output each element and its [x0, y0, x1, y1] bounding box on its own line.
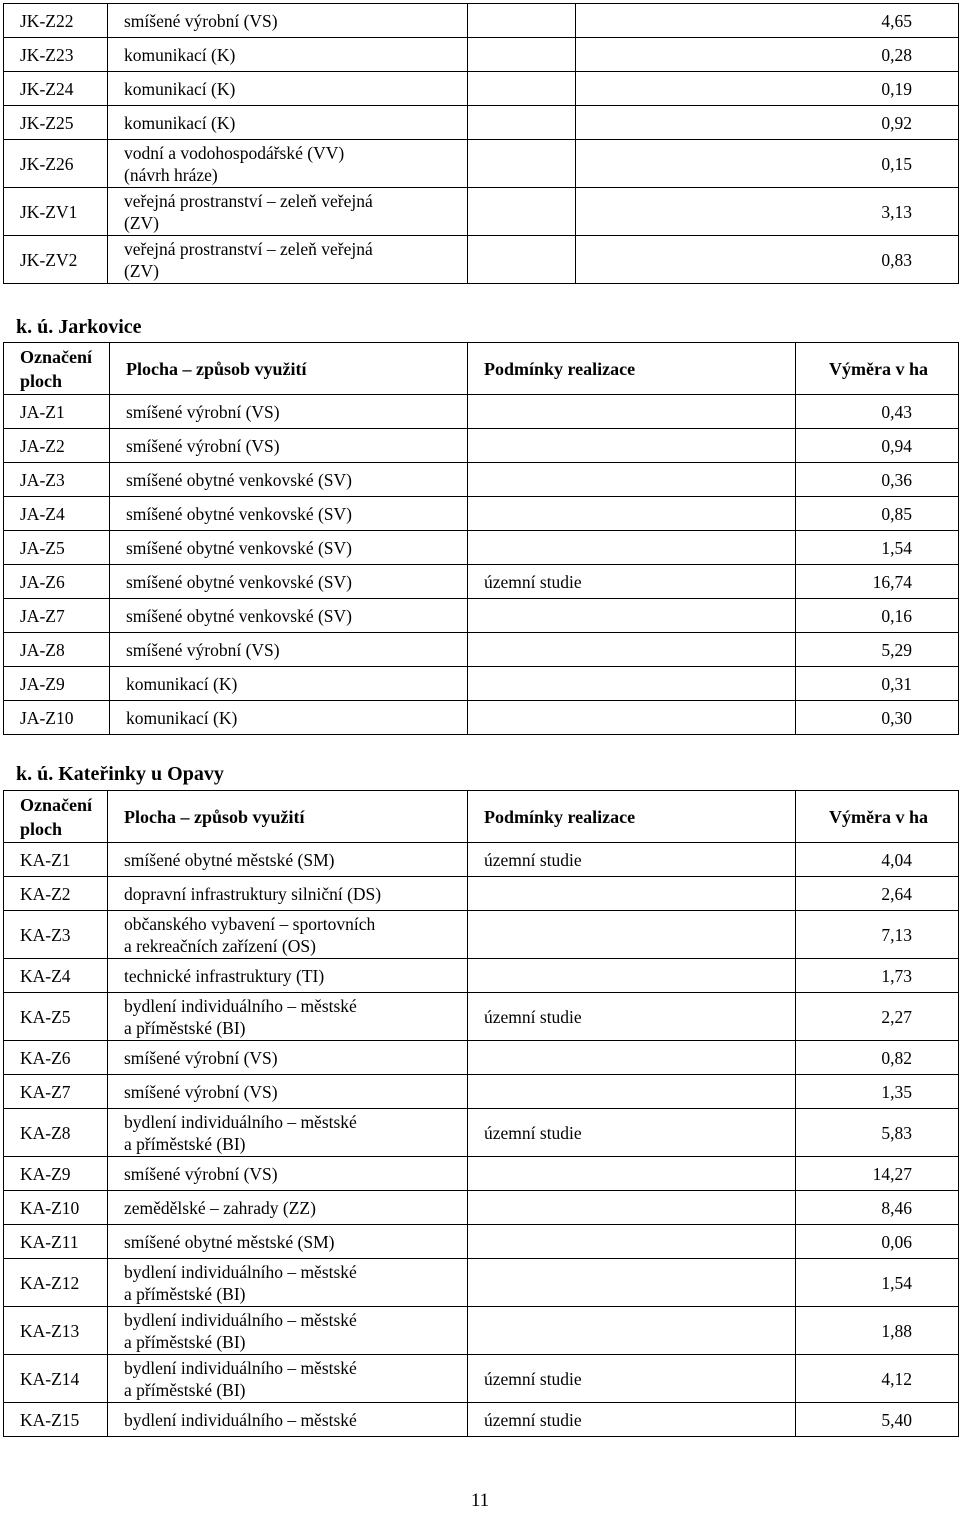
land-use-line: dopravní infrastruktury silniční (DS)	[124, 883, 382, 904]
plot-id: KA-Z10	[4, 1191, 108, 1225]
land-use-line: a příměstské (BI)	[124, 1331, 246, 1352]
land-use-line: bydlení individuálního – městské	[124, 1357, 357, 1378]
land-use-line: bydlení individuálního – městské	[124, 1111, 357, 1132]
conditions	[468, 72, 576, 106]
conditions	[468, 106, 576, 140]
header-designation: Označení ploch	[4, 791, 108, 843]
area-ha: 1,54	[796, 1259, 959, 1307]
land-use-line: technické infrastruktury (TI)	[124, 965, 325, 986]
table-top	[3, 3, 959, 284]
plot-id: JA-Z6	[4, 565, 110, 599]
conditions	[468, 633, 796, 667]
area-ha: 14,27	[796, 1157, 959, 1191]
header-land-use: Plocha – způsob využití	[108, 791, 468, 843]
land-use-line: smíšené výrobní (VS)	[124, 10, 278, 31]
conditions	[468, 429, 796, 463]
conditions	[468, 701, 796, 735]
plot-id: JK-Z26	[4, 140, 108, 188]
plot-id: KA-Z14	[4, 1355, 108, 1403]
conditions	[468, 911, 796, 959]
plot-id: JA-Z1	[4, 395, 110, 429]
area-ha: 5,83	[796, 1109, 959, 1157]
land-use	[108, 877, 468, 911]
area-ha: 0,94	[796, 429, 959, 463]
table-row	[4, 38, 959, 72]
land-use-line: smíšené výrobní (VS)	[124, 1047, 278, 1068]
plot-id: KA-Z12	[4, 1259, 108, 1307]
land-use	[110, 395, 468, 429]
land-use	[108, 1355, 468, 1403]
conditions	[468, 1259, 796, 1307]
conditions: územní studie	[468, 1109, 796, 1157]
land-use-line: vodní a vodohospodářské (VV)	[124, 142, 345, 163]
table-row	[4, 429, 959, 463]
conditions	[468, 1075, 796, 1109]
plot-id: JA-Z2	[4, 429, 110, 463]
land-use	[108, 1225, 468, 1259]
area-ha: 0,30	[796, 701, 959, 735]
conditions	[468, 959, 796, 993]
table-row	[4, 188, 959, 236]
conditions	[468, 463, 796, 497]
plot-id: JK-Z24	[4, 72, 108, 106]
plot-id: KA-Z13	[4, 1307, 108, 1355]
area-ha: 0,92	[576, 106, 959, 140]
header-land-use: Plocha – způsob využití	[110, 343, 468, 395]
conditions	[468, 1307, 796, 1355]
table-jarkovice	[3, 342, 959, 735]
table-row	[4, 565, 959, 599]
land-use	[110, 667, 468, 701]
land-use	[108, 106, 468, 140]
area-ha: 16,74	[796, 565, 959, 599]
land-use	[108, 140, 468, 188]
land-use	[108, 1259, 468, 1307]
area-ha: 0,28	[576, 38, 959, 72]
plot-id: KA-Z1	[4, 843, 108, 877]
header-conditions: Podmínky realizace	[468, 791, 796, 843]
land-use-line: občanského vybavení – sportovních	[124, 913, 376, 934]
plot-id: KA-Z11	[4, 1225, 108, 1259]
land-use	[108, 1109, 468, 1157]
table-row	[4, 993, 959, 1041]
land-use-line: smíšené obytné venkovské (SV)	[126, 537, 353, 558]
land-use-line: smíšené obytné venkovské (SV)	[126, 469, 353, 490]
plot-id: KA-Z15	[4, 1403, 108, 1437]
table-header-row	[4, 343, 959, 395]
area-ha: 2,64	[796, 877, 959, 911]
land-use	[108, 1075, 468, 1109]
land-use-line: smíšené výrobní (VS)	[126, 639, 280, 660]
table-row	[4, 4, 959, 38]
area-ha: 0,83	[576, 236, 959, 284]
table-row	[4, 236, 959, 284]
plot-id: KA-Z4	[4, 959, 108, 993]
land-use	[108, 1403, 468, 1437]
plot-id: JA-Z8	[4, 633, 110, 667]
plot-id: JK-ZV2	[4, 236, 108, 284]
land-use-line: smíšené obytné venkovské (SV)	[126, 571, 353, 592]
land-use	[108, 1041, 468, 1075]
land-use	[110, 531, 468, 565]
conditions: územní studie	[468, 993, 796, 1041]
table-row	[4, 395, 959, 429]
land-use-line: komunikací (K)	[124, 78, 236, 99]
plot-id: JK-Z25	[4, 106, 108, 140]
section-title-jarkovice: k. ú. Jarkovice	[16, 316, 142, 338]
plot-id: KA-Z8	[4, 1109, 108, 1157]
land-use	[108, 38, 468, 72]
conditions: územní studie	[468, 1355, 796, 1403]
table-row	[4, 1355, 959, 1403]
area-ha: 0,15	[576, 140, 959, 188]
conditions	[468, 1191, 796, 1225]
land-use-line: a příměstské (BI)	[124, 1379, 246, 1400]
land-use-line: veřejná prostranství – zeleň veřejná	[124, 190, 373, 211]
table-row	[4, 843, 959, 877]
area-ha: 4,04	[796, 843, 959, 877]
land-use-line: bydlení individuálního – městské	[124, 1409, 357, 1430]
table-katerinky	[3, 790, 959, 1437]
conditions: územní studie	[468, 565, 796, 599]
area-ha: 1,88	[796, 1307, 959, 1355]
header-designation: Označení ploch	[4, 343, 110, 395]
conditions	[468, 188, 576, 236]
conditions	[468, 236, 576, 284]
land-use	[108, 188, 468, 236]
plot-id: JA-Z4	[4, 497, 110, 531]
area-ha: 4,65	[576, 4, 959, 38]
table-row	[4, 1307, 959, 1355]
table-row	[4, 599, 959, 633]
land-use-line: smíšené obytné venkovské (SV)	[126, 503, 353, 524]
area-ha: 0,82	[796, 1041, 959, 1075]
table-row	[4, 1225, 959, 1259]
plot-id: KA-Z2	[4, 877, 108, 911]
table-row	[4, 531, 959, 565]
conditions: územní studie	[468, 843, 796, 877]
conditions	[468, 667, 796, 701]
table-row	[4, 1075, 959, 1109]
table-row	[4, 497, 959, 531]
land-use	[110, 599, 468, 633]
land-use-line: smíšené výrobní (VS)	[126, 401, 280, 422]
land-use-line: smíšené obytné městské (SM)	[124, 1231, 335, 1252]
land-use-line: komunikací (K)	[126, 673, 238, 694]
area-ha: 0,43	[796, 395, 959, 429]
table-row	[4, 633, 959, 667]
area-ha: 3,13	[576, 188, 959, 236]
land-use-line: zemědělské – zahrady (ZZ)	[124, 1197, 316, 1218]
table-row	[4, 667, 959, 701]
conditions	[468, 599, 796, 633]
conditions	[468, 497, 796, 531]
area-ha: 0,06	[796, 1225, 959, 1259]
conditions	[468, 38, 576, 72]
area-ha: 4,12	[796, 1355, 959, 1403]
plot-id: JA-Z9	[4, 667, 110, 701]
land-use	[110, 701, 468, 735]
land-use-line: komunikací (K)	[124, 44, 236, 65]
land-use-line: bydlení individuálního – městské	[124, 1261, 357, 1282]
land-use-line: veřejná prostranství – zeleň veřejná	[124, 238, 373, 259]
land-use	[108, 843, 468, 877]
plot-id: KA-Z7	[4, 1075, 108, 1109]
land-use-line: a rekreačních zařízení (OS)	[124, 935, 316, 956]
land-use-line: (návrh hráze)	[124, 164, 218, 185]
plot-id: KA-Z9	[4, 1157, 108, 1191]
land-use	[108, 1307, 468, 1355]
area-ha: 1,73	[796, 959, 959, 993]
plot-id: JK-Z22	[4, 4, 108, 38]
section-title-katerinky: k. ú. Kateřinky u Opavy	[16, 763, 224, 785]
table-row	[4, 106, 959, 140]
header-area: Výměra v ha	[796, 791, 959, 843]
plot-id: JA-Z5	[4, 531, 110, 565]
plot-id: JK-ZV1	[4, 188, 108, 236]
land-use	[108, 993, 468, 1041]
land-use-line: (ZV)	[124, 212, 159, 233]
conditions	[468, 1041, 796, 1075]
area-ha: 0,31	[796, 667, 959, 701]
land-use	[108, 4, 468, 38]
plot-id: JA-Z7	[4, 599, 110, 633]
land-use-line: a příměstské (BI)	[124, 1017, 246, 1038]
land-use	[108, 911, 468, 959]
area-ha: 0,36	[796, 463, 959, 497]
conditions	[468, 1157, 796, 1191]
table-row	[4, 1109, 959, 1157]
table-row	[4, 1041, 959, 1075]
conditions	[468, 140, 576, 188]
table-row	[4, 701, 959, 735]
land-use	[108, 236, 468, 284]
table-row	[4, 463, 959, 497]
area-ha: 0,19	[576, 72, 959, 106]
land-use-line: komunikací (K)	[124, 112, 236, 133]
land-use-line: smíšené obytné městské (SM)	[124, 849, 335, 870]
table-row	[4, 959, 959, 993]
table-row	[4, 877, 959, 911]
land-use	[108, 1191, 468, 1225]
plot-id: JK-Z23	[4, 38, 108, 72]
table-row	[4, 72, 959, 106]
area-ha: 1,54	[796, 531, 959, 565]
land-use	[108, 959, 468, 993]
land-use	[108, 72, 468, 106]
conditions: územní studie	[468, 1403, 796, 1437]
land-use-line: a příměstské (BI)	[124, 1133, 246, 1154]
land-use-line: smíšené výrobní (VS)	[124, 1081, 278, 1102]
area-ha: 8,46	[796, 1191, 959, 1225]
table-row	[4, 1191, 959, 1225]
area-ha: 1,35	[796, 1075, 959, 1109]
conditions	[468, 4, 576, 38]
area-ha: 7,13	[796, 911, 959, 959]
conditions	[468, 877, 796, 911]
land-use	[108, 1157, 468, 1191]
area-ha: 5,40	[796, 1403, 959, 1437]
land-use-line: bydlení individuálního – městské	[124, 995, 357, 1016]
header-conditions: Podmínky realizace	[468, 343, 796, 395]
page-number: 11	[470, 1490, 490, 1511]
land-use-line: smíšené výrobní (VS)	[124, 1163, 278, 1184]
area-ha: 0,85	[796, 497, 959, 531]
conditions	[468, 531, 796, 565]
table-row	[4, 140, 959, 188]
table-row	[4, 1157, 959, 1191]
plot-id: KA-Z6	[4, 1041, 108, 1075]
table-header-row	[4, 791, 959, 843]
table-row	[4, 1259, 959, 1307]
land-use-line: bydlení individuálního – městské	[124, 1309, 357, 1330]
land-use-line: smíšené výrobní (VS)	[126, 435, 280, 456]
header-area: Výměra v ha	[796, 343, 959, 395]
land-use-line: a příměstské (BI)	[124, 1283, 246, 1304]
land-use	[110, 429, 468, 463]
land-use-line: smíšené obytné venkovské (SV)	[126, 605, 353, 626]
land-use	[110, 565, 468, 599]
area-ha: 5,29	[796, 633, 959, 667]
plot-id: JA-Z3	[4, 463, 110, 497]
plot-id: KA-Z5	[4, 993, 108, 1041]
conditions	[468, 395, 796, 429]
land-use	[110, 497, 468, 531]
conditions	[468, 1225, 796, 1259]
plot-id: KA-Z3	[4, 911, 108, 959]
table-row	[4, 1403, 959, 1437]
land-use	[110, 463, 468, 497]
table-row	[4, 911, 959, 959]
area-ha: 0,16	[796, 599, 959, 633]
land-use	[110, 633, 468, 667]
land-use-line: (ZV)	[124, 260, 159, 281]
area-ha: 2,27	[796, 993, 959, 1041]
land-use-line: komunikací (K)	[126, 707, 238, 728]
plot-id: JA-Z10	[4, 701, 110, 735]
